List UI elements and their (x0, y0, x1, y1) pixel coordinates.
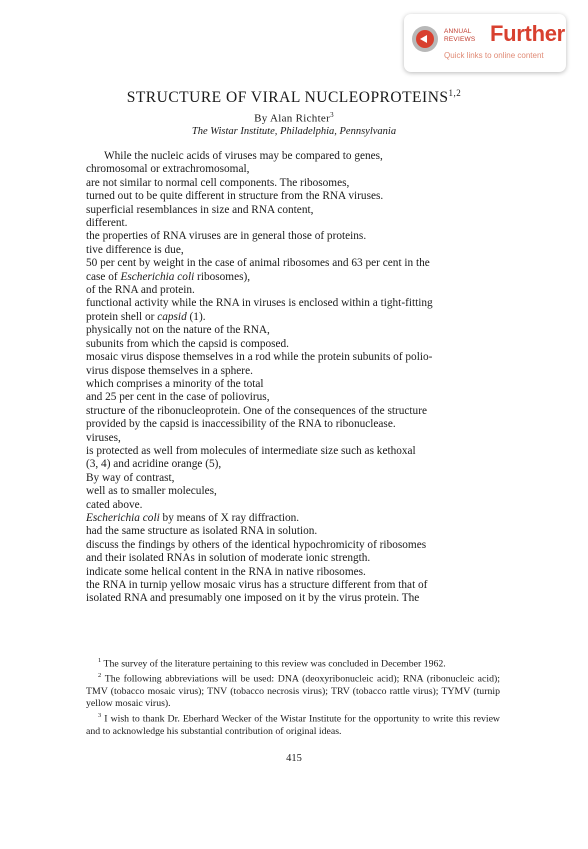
body-line: discuss the findings by others of the identical hypochromicity of ribosomes (86, 538, 427, 551)
affiliation: The Wistar Institute, Philadelphia, Pennsylvania (191, 126, 397, 137)
article-title: STRUCTURE OF VIRAL NUCLEOPROTEINS$^{1,2}$ (126, 88, 462, 107)
annual-reviews-wordmark: ANNUAL REVIEWS (444, 28, 476, 43)
body-line: 50 per cent by weight in the case of animal ribosomes and 63 per cent in the (86, 257, 430, 270)
body-line: well as to smaller molecules, (86, 485, 217, 498)
body-line: and their isolated RNAs in solution of moderate ionic strength. (86, 552, 371, 565)
body-line: the properties of RNA viruses are in general those of proteins. (86, 230, 367, 243)
body-line: are not similar to normal cell components. The ribosomes, (86, 176, 350, 189)
footnote-2: $^2$ The following abbreviations will be used: DNA (deoxyribonucleic acid); RNA (ribonucleic acid); TMV (tobacco mosaic virus); TNV (tobacco necrosis virus); TRV (tobacco rattle virus); TYMV (turnip yellow mosaic virus). (86, 672, 500, 710)
body-line: viruses, (86, 431, 121, 444)
quick-links-label: Quick links to online content (444, 51, 544, 60)
body-line: is protected as well from molecules of intermediate size such as kethoxal (86, 444, 416, 457)
body-line: By way of contrast, (86, 471, 175, 484)
page-number: 415 (286, 753, 302, 764)
body-line: provided by the capsid is inaccessibility of the RNA to ribonuclease. (86, 418, 396, 431)
body-line: virus dispose themselves in a sphere. (86, 364, 253, 377)
further-label: Further (490, 21, 565, 46)
body-line: cated above. (86, 498, 143, 511)
body-line: isolated RNA and presumably one imposed on it by the virus protein. The (86, 592, 420, 605)
body-line: tive difference is due, (86, 243, 184, 256)
body-line: which comprises a minority of the total (86, 377, 264, 390)
footnotes (86, 655, 500, 738)
body-line: structure of the ribonucleoprotein. One of the consequences of the structure (86, 404, 427, 417)
body-line: and 25 per cent in the case of poliovirus, (86, 391, 270, 404)
author-line: By Alan Richter$^3$ (254, 111, 334, 125)
footnote-3: $^3$ I wish to thank Dr. Eberhard Wecker of the Wistar Institute for the opportunity to write this review and to acknowledge his substantial contribution of original ideas. (86, 712, 500, 737)
annual-reviews-logo-icon (412, 26, 438, 52)
body-line: case of Escherichia coli ribosomes), (86, 270, 251, 283)
body-line: indicate some helical content in the RNA in native ribosomes. (86, 565, 366, 578)
body-line: superficial resemblances in size and RNA content, (86, 203, 314, 216)
body-line: had the same structure as isolated RNA in solution. (86, 525, 318, 538)
body-line: functional activity while the RNA in viruses is enclosed within a tight-fitting (86, 297, 433, 310)
annual-reviews-further-badge[interactable] (404, 14, 566, 72)
body-line: different. (86, 217, 128, 230)
article-body (86, 150, 500, 606)
footnote-1: $^1$ The survey of the literature pertaining to this review was concluded in December 1962. (98, 657, 446, 670)
body-line: (3, 4) and acridine orange (5), (86, 458, 222, 471)
body-line: subunits from which the capsid is composed. (86, 337, 290, 350)
body-line: mosaic virus dispose themselves in a rod while the protein subunits of polio- (86, 351, 433, 364)
body-line: physically not on the nature of the RNA, (86, 324, 270, 337)
body-line: chromosomal or extrachromosomal, (86, 163, 250, 176)
body-line: of the RNA and protein. (86, 284, 195, 297)
body-line: While the nucleic acids of viruses may be compared to genes, (104, 150, 383, 162)
body-line: turned out to be quite different in structure from the RNA viruses. (86, 190, 384, 203)
author-footnote-ref[interactable]: 3 (330, 111, 334, 119)
body-line: the RNA in turnip yellow mosaic virus has a structure different from that of (86, 579, 428, 591)
title-footnote-ref[interactable]: 1,2 (448, 88, 462, 98)
body-line: Escherichia coli by means of X ray diffraction. (86, 511, 300, 524)
body-line: protein shell or capsid (1). (86, 310, 206, 323)
